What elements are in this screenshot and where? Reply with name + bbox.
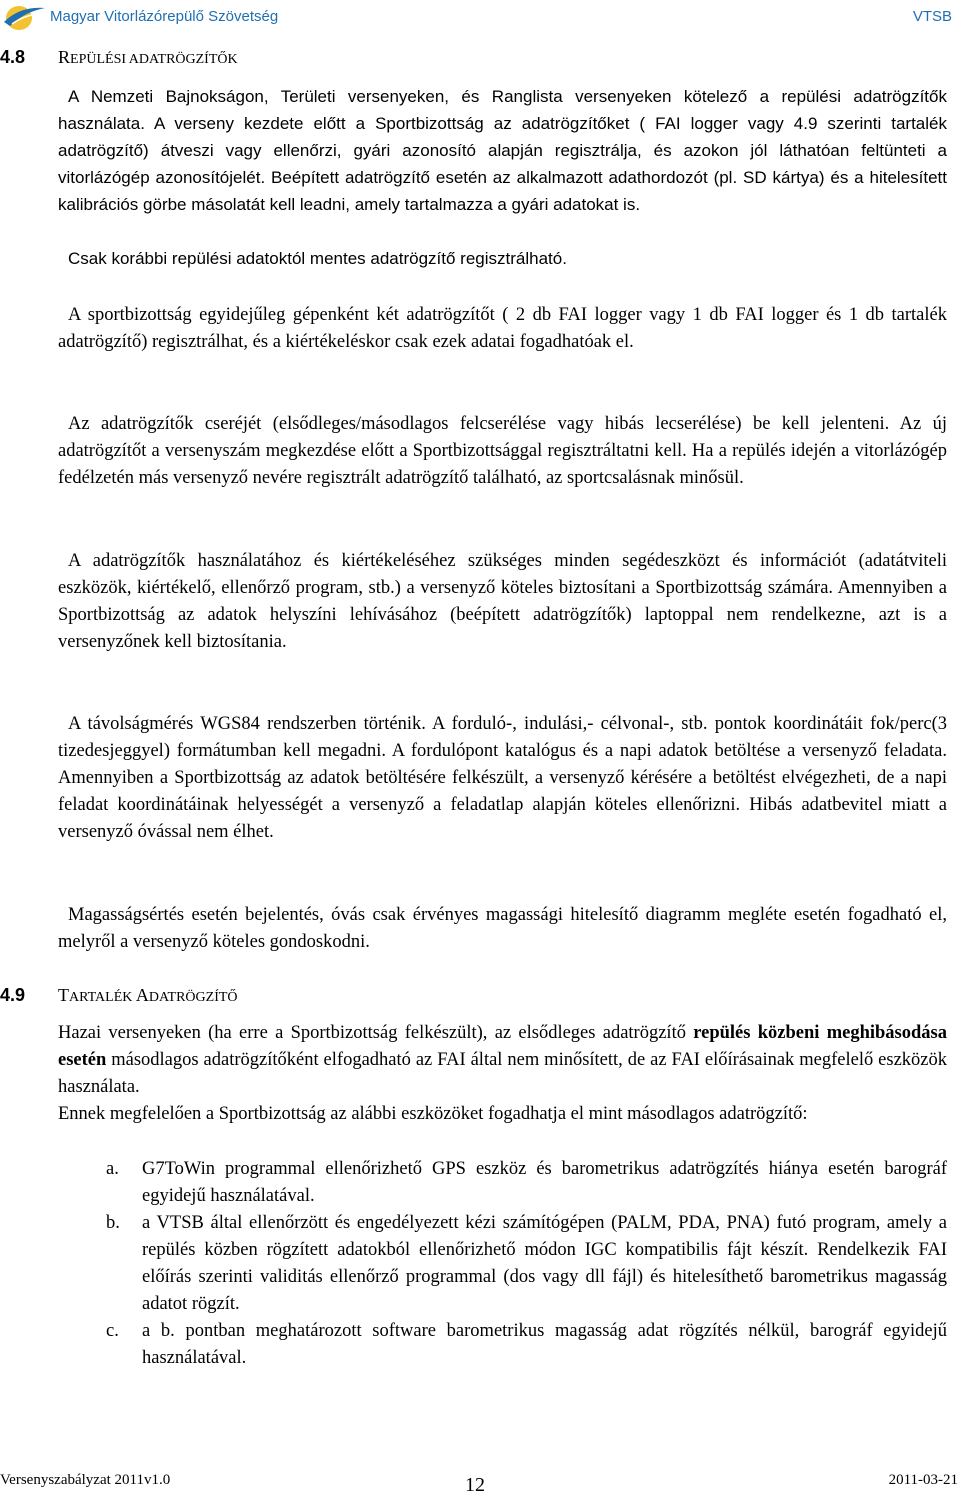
paragraph-clean-logger: Csak korábbi repülési adatoktól mentes adatrögzítő regisztrálható.	[68, 249, 567, 268]
list-item-text: G7ToWin programmal ellenőrizhető GPS eszköz és barometrikus adatrögzítés hiánya esetén barográf egyidejű használatával.	[142, 1159, 947, 1206]
list-item-text: a VTSB által ellenőrzött és engedélyezett kézi számítógépen (PALM, PDA, PNA) futó program, amely a repülés közben rögzített adatokból ellenőrizhető módon IGC kompatibilis fájt készít. Rendelkezik FAI előírás szerinti validitás ellenőrző programmal (dos vagy dll fájl) és hitelesíthető barometrikus magasság adatot rögzít.	[142, 1213, 947, 1314]
section-title-4-9: TARTALÉK ADATRÖGZÍTŐ	[58, 985, 238, 1005]
section-number-4-8: 4.8	[0, 47, 26, 67]
paragraph-logger-swap: Az adatrögzítők cseréjét (elsődleges/másodlagos felcserélése vagy hibás lecserélése) be kell jelenteni. Az új adatrögzítőt a versenyszám megkezdése előtt a Sportbizottsággal regisztráltatni kell. Ha a repülés idején a vitorlázógép fedélzetén más versenyző nevére regisztrált adatrögzítő található, az sportcsalásnak minősül.	[58, 414, 947, 488]
org-abbr: VTSB	[912, 8, 952, 25]
paragraph-altitude: Magasságsértés esetén bejelentés, óvás csak érvényes magassági hitelesítő diagramm megléte esetén fogadható el, melyről a versenyző köteles gondoskodni.	[58, 905, 947, 952]
page-footer	[0, 1466, 960, 1497]
paragraph-two-loggers: A sportbizottság egyidejűleg gépenként két adatrögzítőt ( 2 db FAI logger vagy 1 db FAI logger és 1 db tartalék adatrögzítő) regisztrálhat, és a kiértékeléskor csak ezek adatai fogadhatóak el.	[58, 305, 947, 352]
footer-date: 2011-03-21	[888, 1472, 958, 1488]
list-marker: c.	[106, 1321, 119, 1341]
list-item	[58, 1156, 947, 1210]
device-list	[58, 1156, 947, 1372]
paragraph-backup-logger: Hazai versenyeken (ha erre a Sportbizottság felkészült), az elsődleges adatrögzítő repülés közbeni meghibásodása esetén másodlagos adatrögzítőként elfogadható az FAI által nem minősített, de az FAI előírásainak megfelelő eszközök használata.	[58, 1023, 947, 1097]
paragraph-accepted-devices: Ennek megfelelően a Sportbizottság az alábbi eszközöket fogadhatja el mint másodlagos adatrögzítő:	[58, 1104, 808, 1124]
list-marker: b.	[106, 1213, 120, 1233]
footer-document-version: Versenyszabályzat 2011v1.0	[0, 1472, 171, 1488]
glider-logo-icon	[2, 2, 46, 32]
list-marker: a.	[106, 1159, 119, 1179]
section-number-4-9: 4.9	[0, 985, 26, 1005]
list-item	[58, 1318, 947, 1372]
section-title-4-8: REPÜLÉSI ADATRÖGZÍTŐK	[58, 47, 238, 67]
paragraph-distance: A távolságmérés WGS84 rendszerben történik. A forduló-, indulási,- célvonal-, stb. pontok koordinátáit fok/perc(3 tizedesjeggyel) formátumban kell megadni. A fordulópont katalógus és a napi adatok betöltése a versenyző feladata. Amennyiben a Sportbizottság az adatok betöltésére felkészült, a versenyző kérésére a betöltést elvégezheti, de a napi feladat koordinátáinak helyességét a versenyző a feladatlap alapján köteles ellenőrizni. Hibás adatbevitel miatt a versenyző óvással nem élhet.	[58, 714, 947, 842]
paragraph-registration: A Nemzeti Bajnokságon, Területi versenyeken, és Ranglista versenyeken kötelező a repülési adatrögzítők használata. A verseny kezdete előtt a Sportbizottság az adatrögzítőket ( FAI logger vagy 4.9 szerinti tartalék adatrögzítő) átveszi vagy ellenőrzi, gyári azonosító alapján regisztrálja, és azokon jól láthatóan feltünteti a vitorlázógép azonosítójelét. Beépített adatrögzítő esetén az alkalmazott adathordozót (pl. SD kártya) és a hitelesített kalibrációs görbe másolatát kell leadni, amely tartalmazza a gyári adatokat is.	[58, 87, 947, 214]
page-header	[0, 0, 960, 34]
page-number: 12	[465, 1474, 485, 1496]
paragraph-tools: A adatrögzítők használatához és kiértékeléséhez szükséges minden segédeszközt és információt (adatátviteli eszközök, kiértékelő, ellenőrző program, stb.) a versenyző köteles biztosítani a Sportbizottság számára. Amennyiben a Sportbizottság az adatok helyszíni lehívásához (beépített adatrögzítők) laptoppal nem rendelkezne, azt is a versenyzőnek kell biztosítania.	[58, 551, 947, 652]
org-name: Magyar Vitorlázórepülő Szövetség	[50, 8, 279, 25]
list-item	[58, 1210, 947, 1318]
list-item-text: a b. pontban meghatározott software barometrikus magasság adat rögzítés nélkül, barográf egyidejű használatával.	[142, 1321, 947, 1368]
